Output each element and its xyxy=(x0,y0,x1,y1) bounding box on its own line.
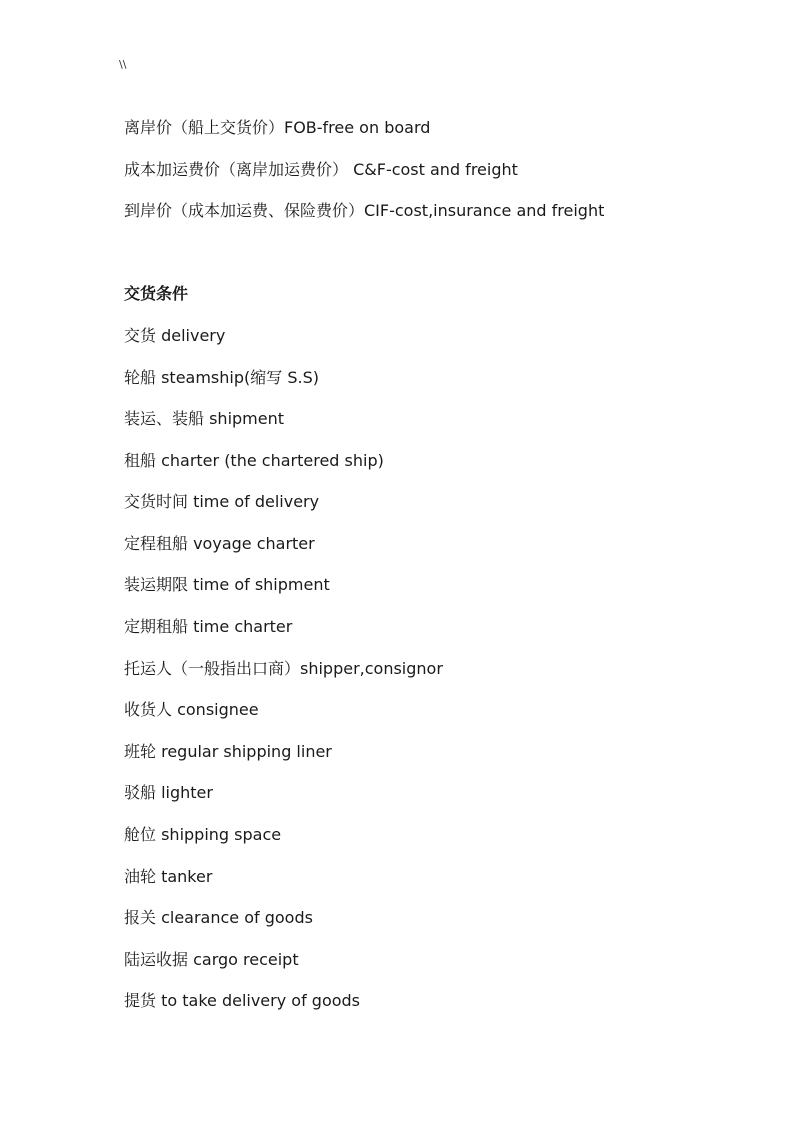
delivery-term-line: 驳船 lighter xyxy=(124,783,213,802)
price-term-line: 离岸价（船上交货价）FOB-free on board xyxy=(124,118,431,137)
price-term-line: 到岸价（成本加运费、保险费价）CIF-cost,insurance and freight xyxy=(124,201,605,220)
delivery-term-line: 租船 charter (the chartered ship) xyxy=(124,451,384,470)
delivery-term-line: 定程租船 voyage charter xyxy=(124,534,315,553)
price-term-line: 成本加运费价（离岸加运费价） C&F-cost and freight xyxy=(124,160,518,179)
delivery-term-line: 油轮 tanker xyxy=(124,867,213,886)
delivery-term-line: 交货时间 time of delivery xyxy=(124,492,320,511)
delivery-term-line: 托运人（一般指出口商）shipper,consignor xyxy=(124,659,443,678)
delivery-term-line: 报关 clearance of goods xyxy=(124,908,313,927)
section-heading: 交货条件 xyxy=(124,284,189,303)
delivery-term-line: 装运、装船 shipment xyxy=(124,409,285,428)
delivery-term-line: 班轮 regular shipping liner xyxy=(124,742,332,761)
delivery-term-line: 装运期限 time of shipment xyxy=(124,575,330,594)
delivery-term-line: 定期租船 time charter xyxy=(124,617,293,636)
delivery-term-line: 舱位 shipping space xyxy=(124,825,282,844)
delivery-term-line: 交货 delivery xyxy=(124,326,226,345)
delivery-term-line: 陆运收据 cargo receipt xyxy=(124,950,299,969)
delivery-term-line: 提货 to take delivery of goods xyxy=(124,991,361,1010)
delivery-term-line: 轮船 steamship(缩写 S.S) xyxy=(124,368,319,387)
delivery-term-line: 收货人 consignee xyxy=(124,700,259,719)
corner-mark: \\ xyxy=(119,58,127,71)
